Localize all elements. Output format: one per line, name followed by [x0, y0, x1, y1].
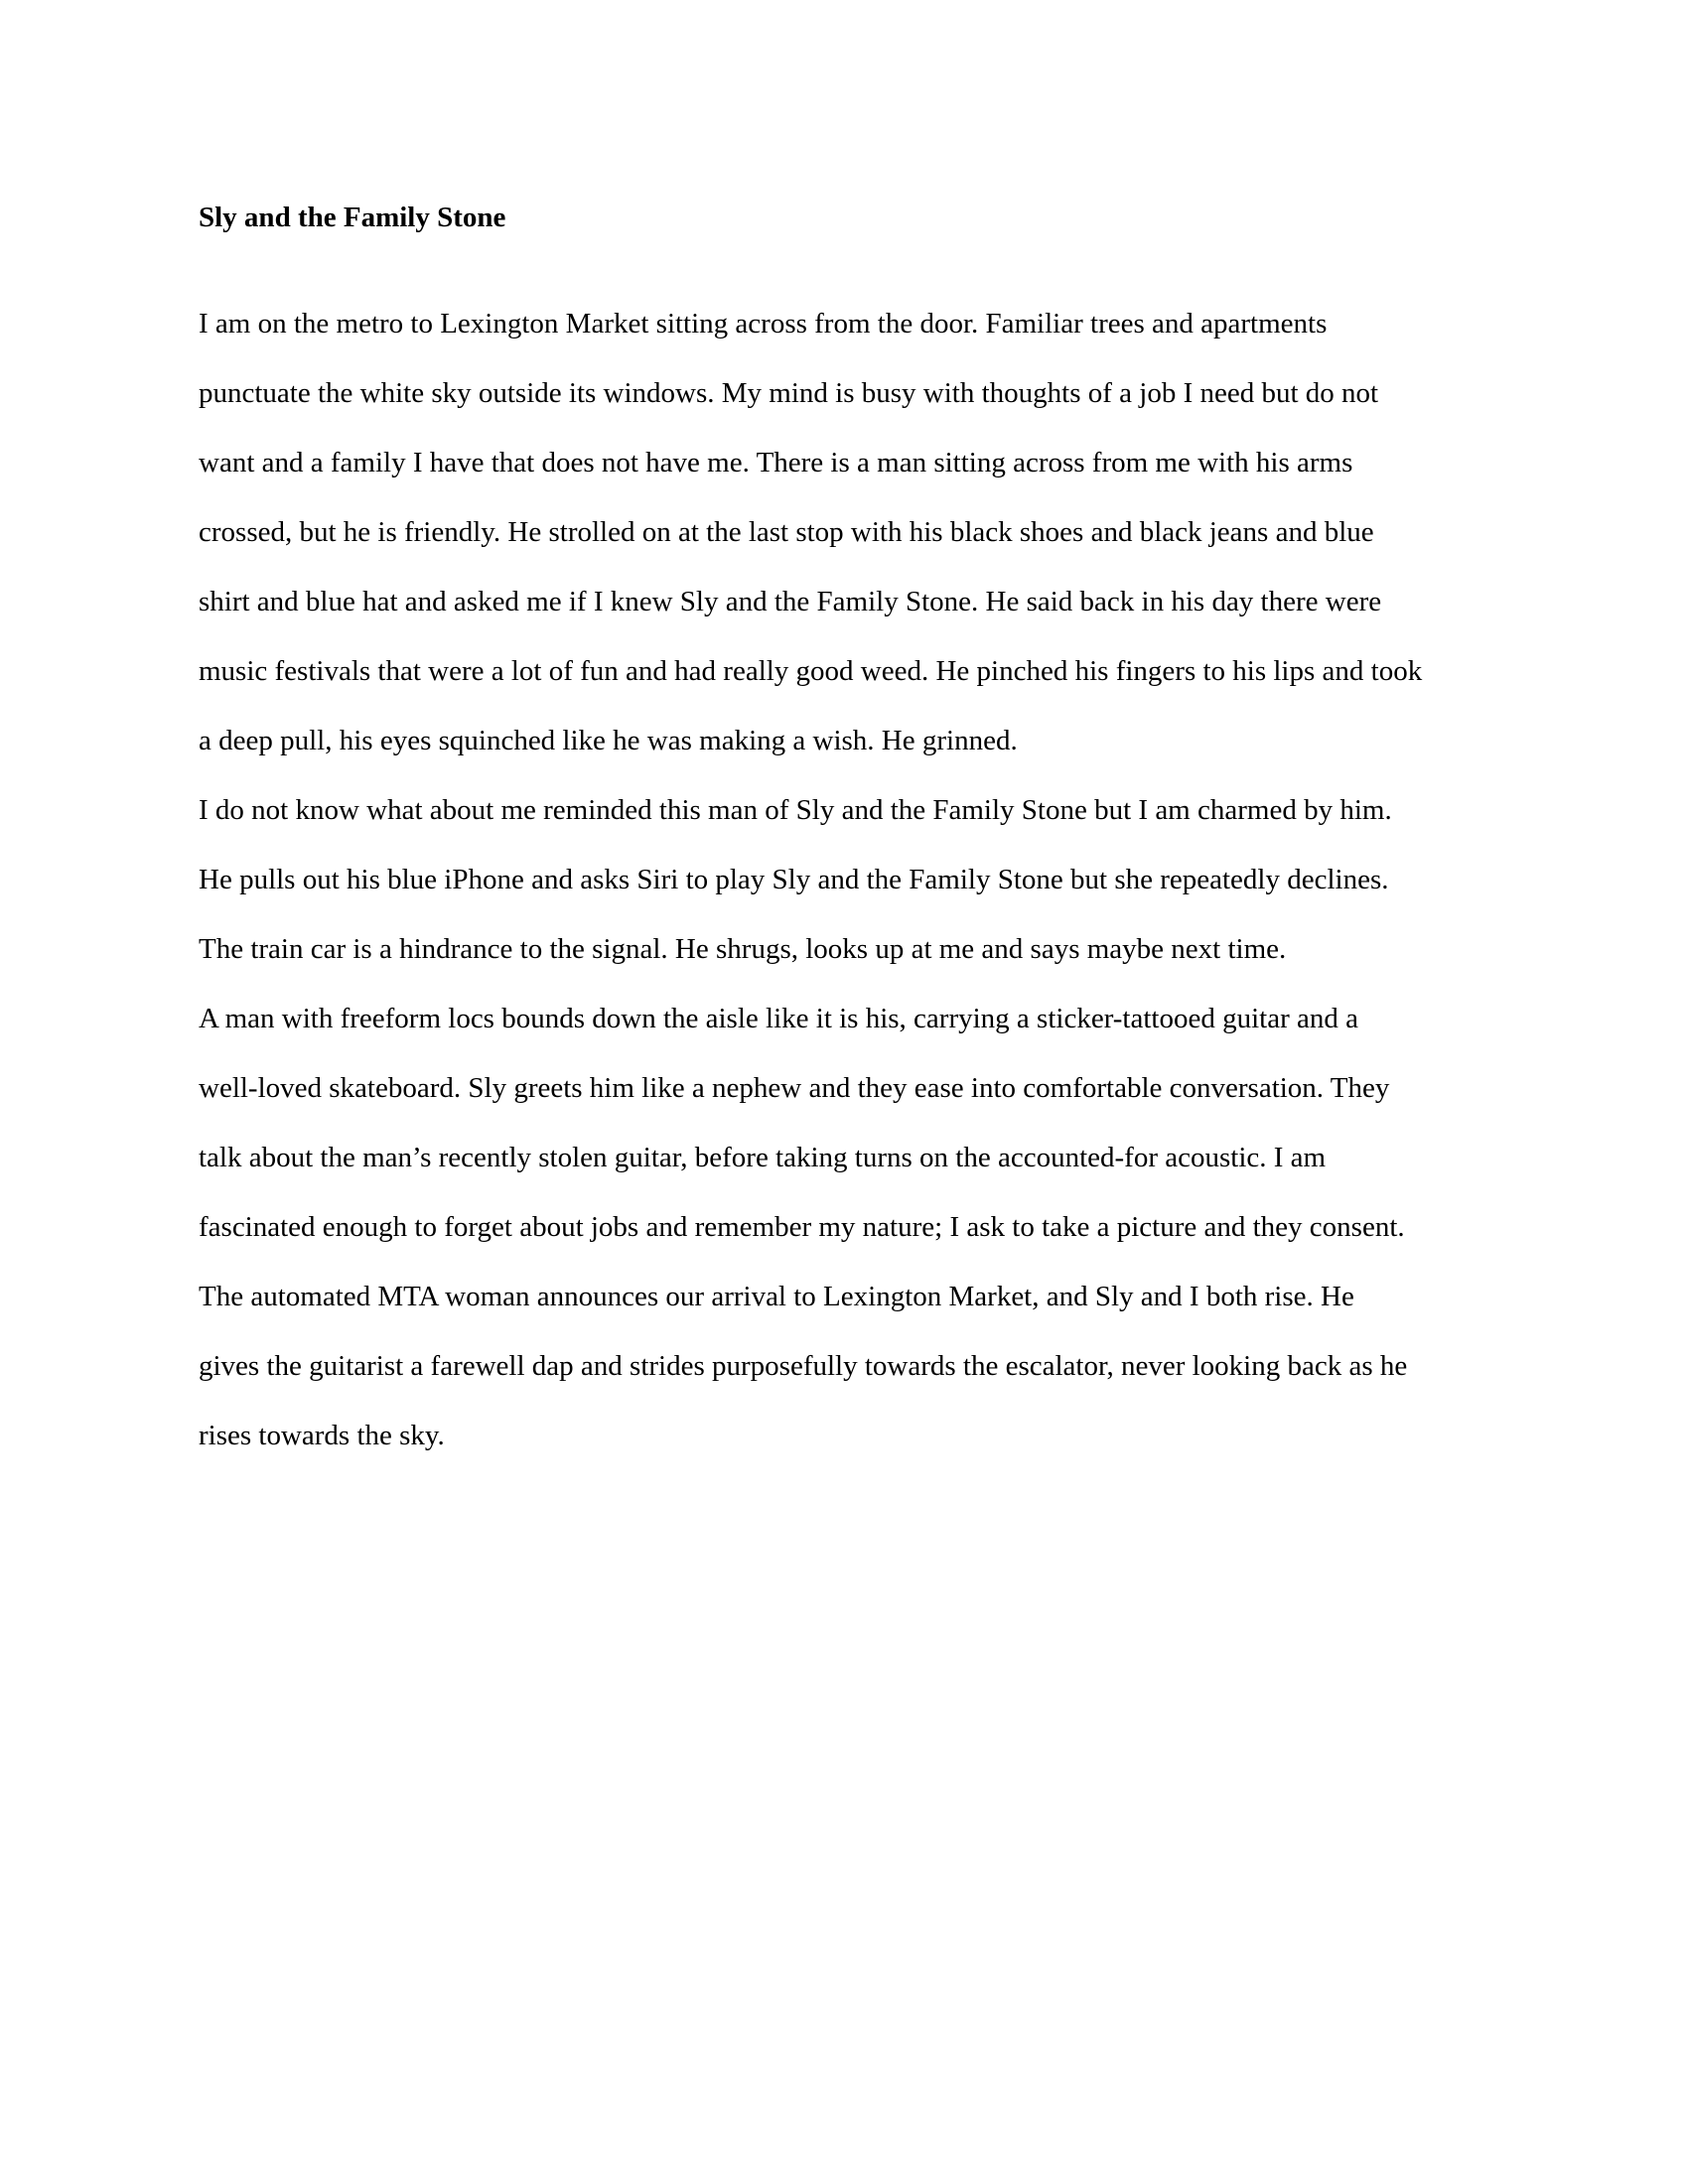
text-line: A man with freeform locs bounds down the aisle like it is his, carrying a sticker-tattooed guitar and a	[199, 1003, 1358, 1034]
text-line: gives the guitarist a farewell dap and strides purposefully towards the escalator, never looking back as he	[199, 1350, 1408, 1382]
text-line: shirt and blue hat and asked me if I knew Sly and the Family Stone. He said back in his day there were	[199, 586, 1382, 617]
text-line: rises towards the sky.	[199, 1420, 445, 1451]
text-line: I do not know what about me reminded this man of Sly and the Family Stone but I am charmed by him.	[199, 794, 1392, 826]
text-line: a deep pull, his eyes squinched like he was making a wish. He grinned.	[199, 725, 1018, 756]
text-line: talk about the man’s recently stolen guitar, before taking turns on the accounted-for acoustic. I am	[199, 1142, 1327, 1173]
text-line: well-loved skateboard. Sly greets him like a nephew and they ease into comfortable conversation. They	[199, 1072, 1390, 1104]
text-line: crossed, but he is friendly. He strolled on at the last stop with his black shoes and black jeans and blue	[199, 516, 1374, 548]
document-title: Sly and the Family Stone	[199, 202, 506, 233]
document-body	[199, 305, 1499, 1486]
text-line: He pulls out his blue iPhone and asks Siri to play Sly and the Family Stone but she repeatedly declines.	[199, 864, 1389, 895]
text-line: I am on the metro to Lexington Market sitting across from the door. Familiar trees and apartments	[199, 308, 1328, 340]
text-line: punctuate the white sky outside its windows. My mind is busy with thoughts of a job I need but do not	[199, 377, 1379, 409]
text-line: The train car is a hindrance to the signal. He shrugs, looks up at me and says maybe next time.	[199, 933, 1287, 965]
text-line: fascinated enough to forget about jobs and remember my nature; I ask to take a picture and they consent.	[199, 1211, 1405, 1243]
text-line: music festivals that were a lot of fun and had really good weed. He pinched his fingers to his lips and took	[199, 655, 1423, 687]
text-line: want and a family I have that does not have me. There is a man sitting across from me with his arms	[199, 447, 1353, 478]
text-line: The automated MTA woman announces our arrival to Lexington Market, and Sly and I both rise. He	[199, 1281, 1354, 1312]
